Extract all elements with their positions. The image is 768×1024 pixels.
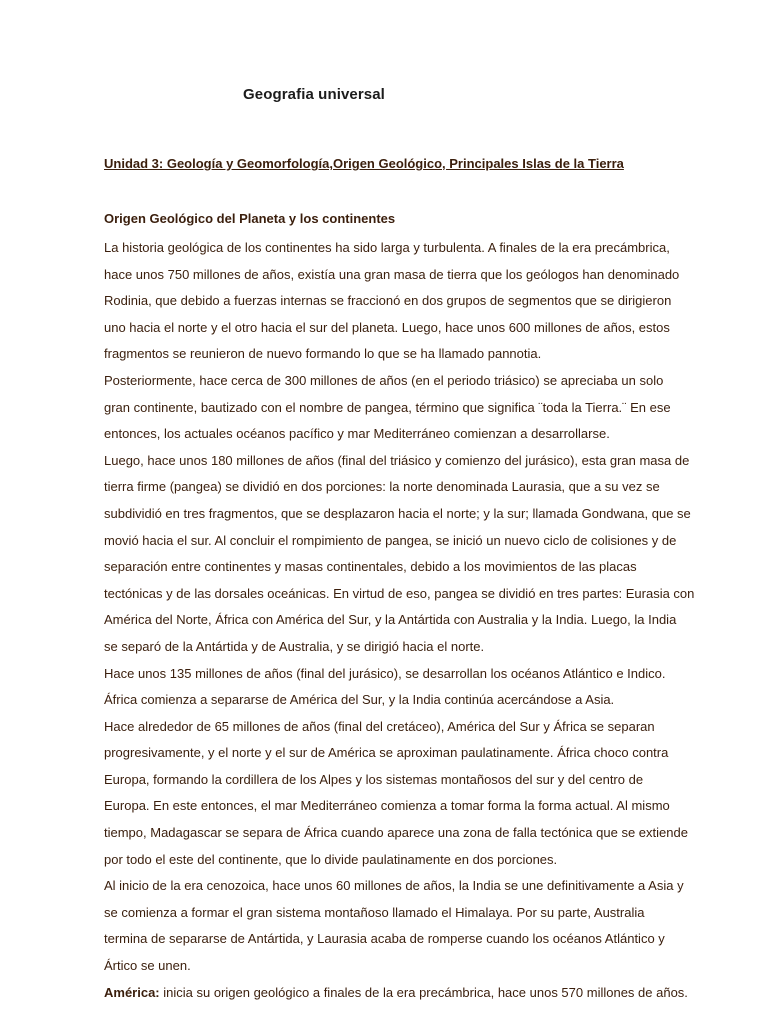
text-line: fragmentos se reunieron de nuevo formando lo que se ha llamado pannotia. xyxy=(104,346,542,362)
text-line: tiempo, Madagascar se separa de África cuando aparece una zona de falla tectónica que se extiende xyxy=(104,825,688,841)
text-line: tectónicas y de las dorsales oceánicas. En virtud de eso, pangea se dividió en tres partes: Eurasia con xyxy=(104,585,695,601)
america-text: inicia su origen geológico a finales de la era precámbrica, hace unos 570 millones de años. xyxy=(159,984,688,1000)
text-line: uno hacia el norte y el otro hacia el sur del planeta. Luego, hace unos 600 millones de años, estos xyxy=(104,319,670,335)
text-line: hace unos 750 millones de años, existía una gran masa de tierra que los geólogos han denominado xyxy=(104,266,680,282)
text-line: movió hacia el sur. Al concluir el rompimiento de pangea, se inició un nuevo ciclo de colisiones y de xyxy=(104,532,677,548)
america-label: América: xyxy=(104,984,160,1000)
text-line: Ártico se unen. xyxy=(104,958,191,974)
document-title: Geografia universal xyxy=(243,86,385,103)
text-line: progresivamente, y el norte y el sur de América se aproximan paulatinamente. África choco contra xyxy=(104,745,669,761)
paragraph-lines xyxy=(104,235,744,980)
section-heading: Origen Geológico del Planeta y los continentes xyxy=(104,211,396,226)
text-line: Hace alrededor de 65 millones de años (final del cretáceo), América del Sur y África se separan xyxy=(104,718,655,734)
text-line: Al inicio de la era cenozoica, hace unos 60 millones de años, la India se une definitivamente a Asia y xyxy=(104,878,684,894)
text-line: separación entre continentes y masas continentales, debido a los movimientos de las placas xyxy=(104,559,637,575)
text-line: África comienza a separarse de América del Sur, y la India continúa acercándose a Asia. xyxy=(104,692,615,708)
text-line: subdividió en tres fragmentos, que se desplazaron hacia el norte; y la sur; llamada Gondwana, que se xyxy=(104,505,691,521)
text-line: Hace unos 135 millones de años (final del jurásico), se desarrollan los océanos Atlántico e Indico. xyxy=(104,665,666,681)
text-line: Europa, formando la cordillera de los Alpes y los sistemas montañosos del sur y del centro de xyxy=(104,771,644,787)
text-line: Europa. En este entonces, el mar Mediterráneo comienza a tomar forma la forma actual. Al mismo xyxy=(104,798,670,814)
text-line: tierra firme (pangea) se dividió en dos porciones: la norte denominada Laurasia, que a su vez se xyxy=(104,479,660,495)
text-line: se separó de la Antártida y de Australia, y se dirigió hacia el norte. xyxy=(104,638,485,654)
text-line: América del Norte, África con América del Sur, y la Antártida con Australia y la India. Luego, la India xyxy=(104,612,677,628)
text-line: entonces, los actuales océanos pacífico y mar Mediterráneo comienzan a desarrollarse. xyxy=(104,426,610,442)
text-line: Rodinia, que debido a fuerzas internas se fraccionó en dos grupos de segmentos que se dirigieron xyxy=(104,293,672,309)
document-body xyxy=(104,209,744,1006)
text-line: por todo el este del continente, que lo divide paulatinamente en dos porciones. xyxy=(104,851,558,867)
text-line: gran continente, bautizado con el nombre de pangea, término que significa ¨toda la Tierra.¨ En ese xyxy=(104,399,671,415)
text-line: termina de separarse de Antártida, y Laurasia acaba de romperse cuando los océanos Atlántico y xyxy=(104,931,665,947)
unit-heading: Unidad 3: Geología y Geomorfología,Origen Geológico, Principales Islas de la Tierra xyxy=(104,156,624,171)
text-line: se comienza a formar el gran sistema montañoso llamado el Himalaya. Por su parte, Australia xyxy=(104,904,645,920)
text-line: La historia geológica de los continentes ha sido larga y turbulenta. A finales de la era precámbrica, xyxy=(104,240,670,255)
text-line: Luego, hace unos 180 millones de años (final del triásico y comienzo del jurásico), esta gran masa de xyxy=(104,452,690,468)
text-line: Posteriormente, hace cerca de 300 millones de años (en el periodo triásico) se apreciaba un solo xyxy=(104,372,664,388)
last-line xyxy=(104,980,744,1007)
